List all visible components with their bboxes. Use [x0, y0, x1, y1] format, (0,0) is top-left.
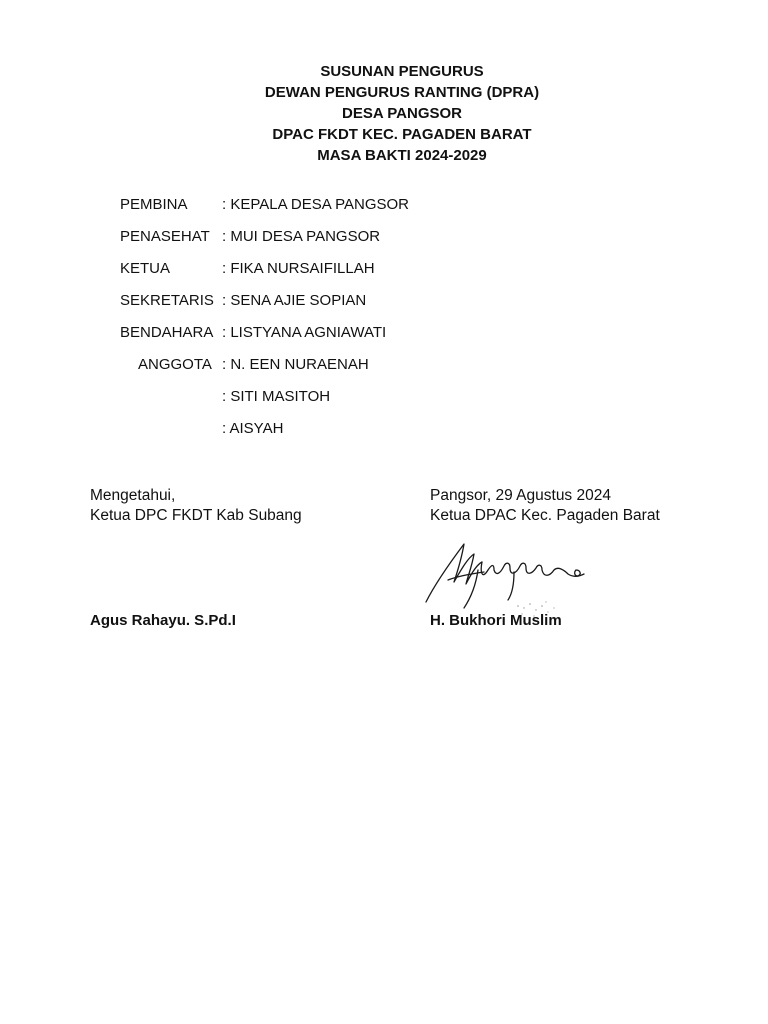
title-line-5: MASA BAKTI 2024-2029 [317, 147, 487, 164]
member-name: : SITI MASITOH [222, 388, 331, 405]
role-label: SEKRETARIS [120, 292, 214, 309]
role-label: KETUA [120, 260, 171, 277]
role-label: PENASEHAT [120, 228, 210, 245]
member-name: : LISTYANA AGNIAWATI [222, 324, 387, 341]
member-name: : FIKA NURSAIFILLAH [222, 260, 375, 277]
member-name: : N. EEN NURAENAH [222, 356, 369, 373]
title-line-3: DESA PANGSOR [341, 105, 462, 122]
place-date: Pangsor, 29 Agustus 2024 [430, 487, 611, 504]
document-title [0, 61, 768, 166]
role-label: BENDAHARA [120, 324, 214, 341]
title-line-2: DEWAN PENGURUS RANTING (DPRA) [264, 84, 540, 101]
role-label: ANGGOTA [138, 356, 212, 373]
member-name: : AISYAH [222, 420, 284, 437]
left-signer-name: Agus Rahayu. S.Pd.I [90, 612, 236, 629]
right-signer-position: Ketua DPAC Kec. Pagaden Barat [430, 507, 660, 524]
title-line-1: SUSUNAN PENGURUS [320, 63, 484, 80]
acknowledgement-label: Mengetahui, [90, 487, 176, 504]
role-label: PEMBINA [120, 196, 188, 213]
title-line-4: DPAC FKDT KEC. PAGADEN BARAT [272, 126, 532, 143]
member-name: : MUI DESA PANGSOR [222, 228, 381, 245]
member-name: : SENA AJIE SOPIAN [222, 292, 367, 309]
right-signer-name: H. Bukhori Muslim [430, 612, 562, 629]
member-name: : KEPALA DESA PANGSOR [222, 196, 410, 213]
right-signer-block [430, 486, 660, 526]
left-signer-block [90, 486, 302, 526]
handwritten-signature [418, 536, 598, 620]
left-signer-position: Ketua DPC FKDT Kab Subang [90, 507, 302, 524]
